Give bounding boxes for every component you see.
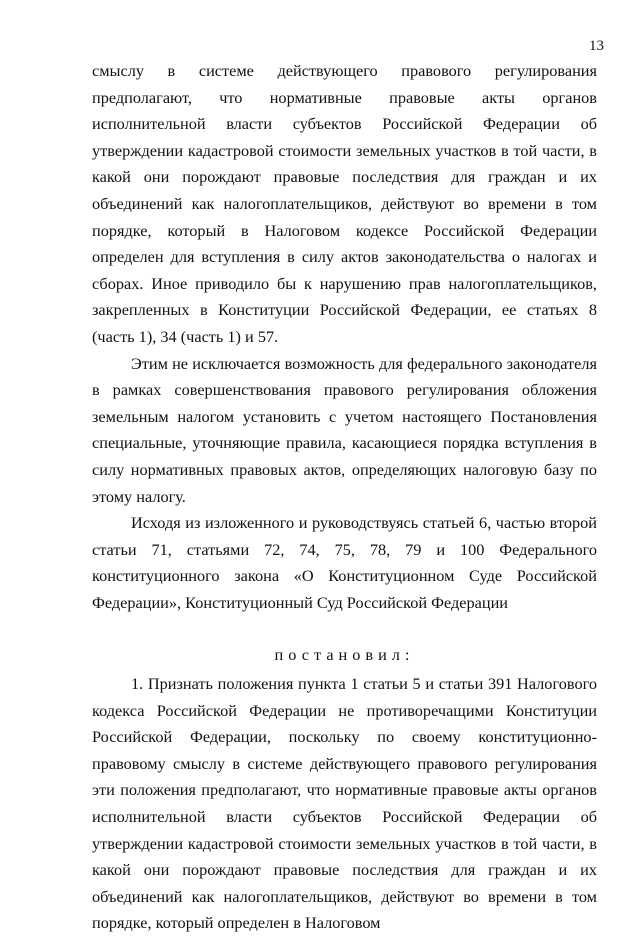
paragraph-legislator-possibility: Этим не исключается возможность для федерального законодателя в рамках совершенствования правового регулирования обложения земельным налогом установить с учетом настоящего Постановления специальные, уточняющие правила, касающиеся порядка вступления в силу нормативных правовых актов, определяющих налоговую базу по этому налогу.: [92, 353, 597, 506]
resolution-heading: постановил:: [274, 645, 415, 665]
paragraph-based-on: Исходя из изложенного и руководствуясь статьей 6, частью второй статьи 71, статьями 72, 74, 75, 78, 79 и 100 Федерального конституционного закона «О Конституционном Суде Российской Федерации», Конституционный Суд Российской Федерации: [92, 513, 597, 612]
page-number: 13: [589, 38, 604, 54]
document-body: [92, 58, 597, 937]
resolution-item-1: 1. Признать положения пункта 1 статьи 5 и статьи 391 Налогового кодекса Российской Федерации не противоречащими Конституции Российской Федерации, поскольку по своему конституционно-правовому смыслу в системе действующего правового регулирования эти положения предполагают, что нормативные правовые акты органов исполнительной власти субъектов Российской Федерации об утверждении кадастровой стоимости земельных участков в той части, в какой они порождают правовые последствия для граждан и их объединений как налогоплательщиков, действуют во времени в том порядке, который определен в Налоговом: [92, 674, 597, 933]
paragraph-continuation: смыслу в системе действующего правового регулирования предполагают, что нормативные правовые акты органов исполнительной власти субъектов Российской Федерации об утверждении кадастровой стоимости земельных участков в той части, в какой они порождают правовые последствия для граждан и их объединений как налогоплательщиков, действуют во времени в том порядке, который в Налоговом кодексе Российской Федерации определен для вступления в силу актов законодательства о налогах и сборах. Иное приводило бы к нарушению прав налогоплательщиков, закрепленных в Конституции Российской Федерации, ее статьях 8 (часть 1), 34 (часть 1) и 57.: [92, 61, 597, 346]
